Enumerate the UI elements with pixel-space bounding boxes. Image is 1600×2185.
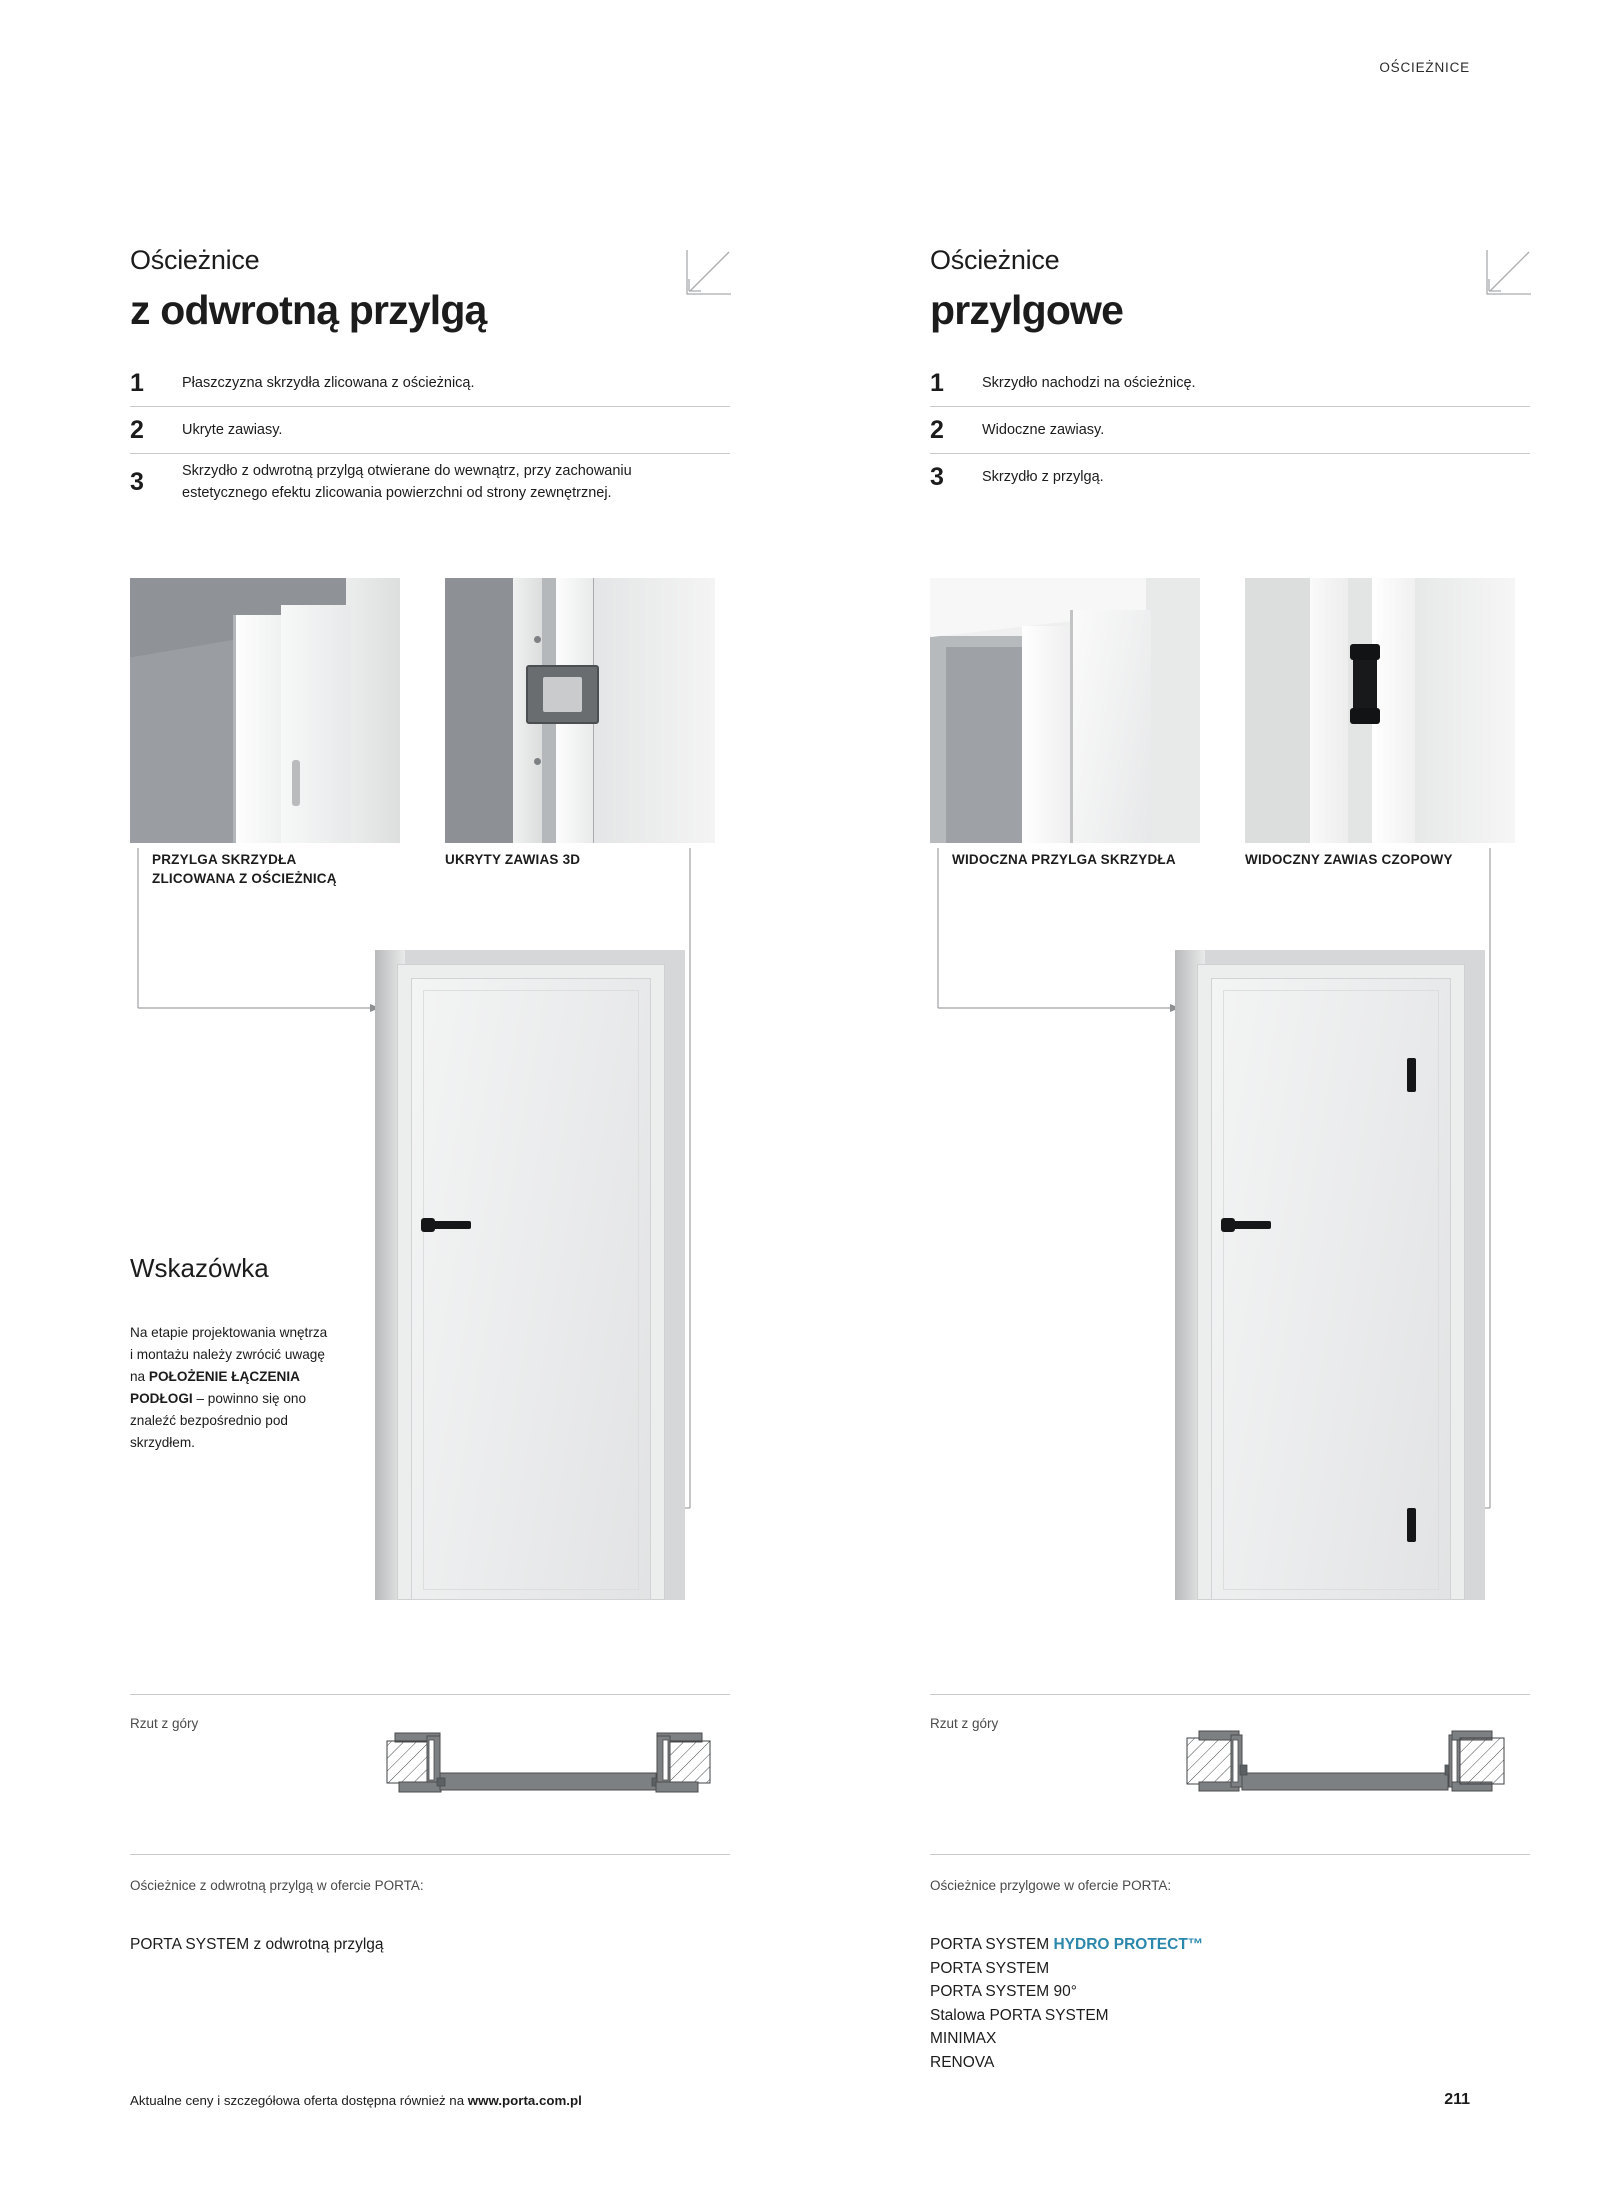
photo-hidden-hinge-3d xyxy=(445,578,715,843)
right-headline: przylgowe xyxy=(930,287,1124,333)
right-photo-row xyxy=(930,578,1530,843)
tip-title: Wskazówka xyxy=(130,1253,269,1283)
right-door-figure xyxy=(1175,950,1485,1600)
right-eyebrow: Ościeżnice xyxy=(930,245,1060,275)
list-item xyxy=(130,360,730,407)
right-column xyxy=(930,0,1530,2185)
photo-visible-pin-hinge xyxy=(1245,578,1515,843)
photo-caption: PRZYLGA SKRZYDŁA ZLICOWANA Z OŚCIEŻNICĄ xyxy=(152,852,337,887)
list-item-text: Skrzydło z przylgą. xyxy=(982,469,1104,486)
right-numbered-list xyxy=(930,360,1530,501)
photo-visible-rebate xyxy=(930,578,1200,843)
offer-item-text: PORTA SYSTEM z odwrotną przylgą xyxy=(130,1936,384,1953)
list-item-text: Ukryte zawiasy. xyxy=(182,421,283,438)
list-item xyxy=(930,407,1530,454)
list-item-number: 1 xyxy=(130,368,144,397)
corner-arrow-icon xyxy=(685,248,733,296)
offer-item: PORTA SYSTEM 90° xyxy=(930,1983,1077,2001)
offer-item xyxy=(130,1933,384,1957)
divider xyxy=(130,1854,730,1855)
left-door-figure xyxy=(375,950,685,1600)
offer-list xyxy=(130,1933,384,1957)
list-item-text: Płaszczyzna skrzydła zlicowana z ościeżnicą. xyxy=(182,374,475,391)
tip-text-bold: POŁOŻENIE ŁĄCZENIA PODŁOGI xyxy=(130,1369,300,1407)
offer-item-text: PORTA SYSTEM xyxy=(930,1936,1054,1953)
corner-arrow-icon xyxy=(1485,248,1533,296)
plan-label: Rzut z góry xyxy=(930,1716,999,1731)
offer-item: PORTA SYSTEM xyxy=(930,1959,1050,1977)
photo-caption: UKRYTY ZAWIAS 3D xyxy=(445,852,581,867)
left-numbered-list xyxy=(130,360,730,511)
list-item-text: Widoczne zawiasy. xyxy=(982,421,1105,438)
footer-note-text: Aktualne ceny i szczegółowa oferta dostępna również na xyxy=(130,2093,468,2108)
footer-note xyxy=(130,2093,582,2108)
left-eyebrow: Ościeżnice xyxy=(130,245,260,275)
divider xyxy=(130,1694,730,1695)
tip-text-after: – powinno się ono znaleźć bezpośrednio pod skrzydłem. xyxy=(130,1391,307,1451)
list-item xyxy=(930,454,1530,501)
divider xyxy=(930,1854,1530,1855)
list-item xyxy=(130,407,730,454)
right-plan-section xyxy=(1185,1722,1515,1812)
offer-label: Ościeżnice przylgowe w ofercie PORTA: xyxy=(930,1878,1172,1893)
plan-label: Rzut z góry xyxy=(130,1716,199,1731)
list-item-text: Skrzydło nachodzi na ościeżnicę. xyxy=(982,374,1196,391)
offer-list xyxy=(930,1933,1203,2074)
list-item xyxy=(130,454,730,511)
list-item-number: 2 xyxy=(130,415,144,444)
divider xyxy=(930,1694,1530,1695)
running-header: OŚCIEŻNICE xyxy=(1379,60,1470,75)
left-plan-section xyxy=(385,1722,715,1812)
left-headline: z odwrotną przylgą xyxy=(130,287,487,333)
tip-body xyxy=(130,1322,330,1454)
left-photo-row xyxy=(130,578,730,843)
footer-url: www.porta.com.pl xyxy=(467,2093,582,2108)
page-number: 211 xyxy=(1444,2091,1470,2108)
photo-caption: WIDOCZNY ZAWIAS CZOPOWY xyxy=(1245,852,1453,867)
list-item-number: 2 xyxy=(930,415,944,444)
list-item-number: 3 xyxy=(930,463,944,491)
offer-item xyxy=(930,1933,1203,1957)
offer-item: RENOVA xyxy=(930,2053,995,2071)
list-item xyxy=(930,360,1530,407)
photo-caption: WIDOCZNA PRZYLGA SKRZYDŁA xyxy=(952,852,1176,867)
offer-item: MINIMAX xyxy=(930,2030,997,2048)
photo-flush-rebate xyxy=(130,578,400,843)
list-item-text: Skrzydło z odwrotną przylgą otwierane do wewnątrz, przy zachowaniu estetycznego efektu zlicowania powierzchni od strony zewnętrznej. xyxy=(182,463,632,502)
left-column xyxy=(130,0,730,2185)
list-item-number: 3 xyxy=(130,467,144,496)
offer-item-highlight: HYDRO PROTECT™ xyxy=(1053,1936,1204,1953)
tip-text-before: Na etapie projektowania wnętrza i montażu należy zwrócić uwagę na xyxy=(130,1325,328,1385)
offer-item: Stalowa PORTA SYSTEM xyxy=(930,2006,1109,2024)
offer-label: Ościeżnice z odwrotną przylgą w ofercie PORTA: xyxy=(130,1878,424,1893)
list-item-number: 1 xyxy=(930,368,944,397)
